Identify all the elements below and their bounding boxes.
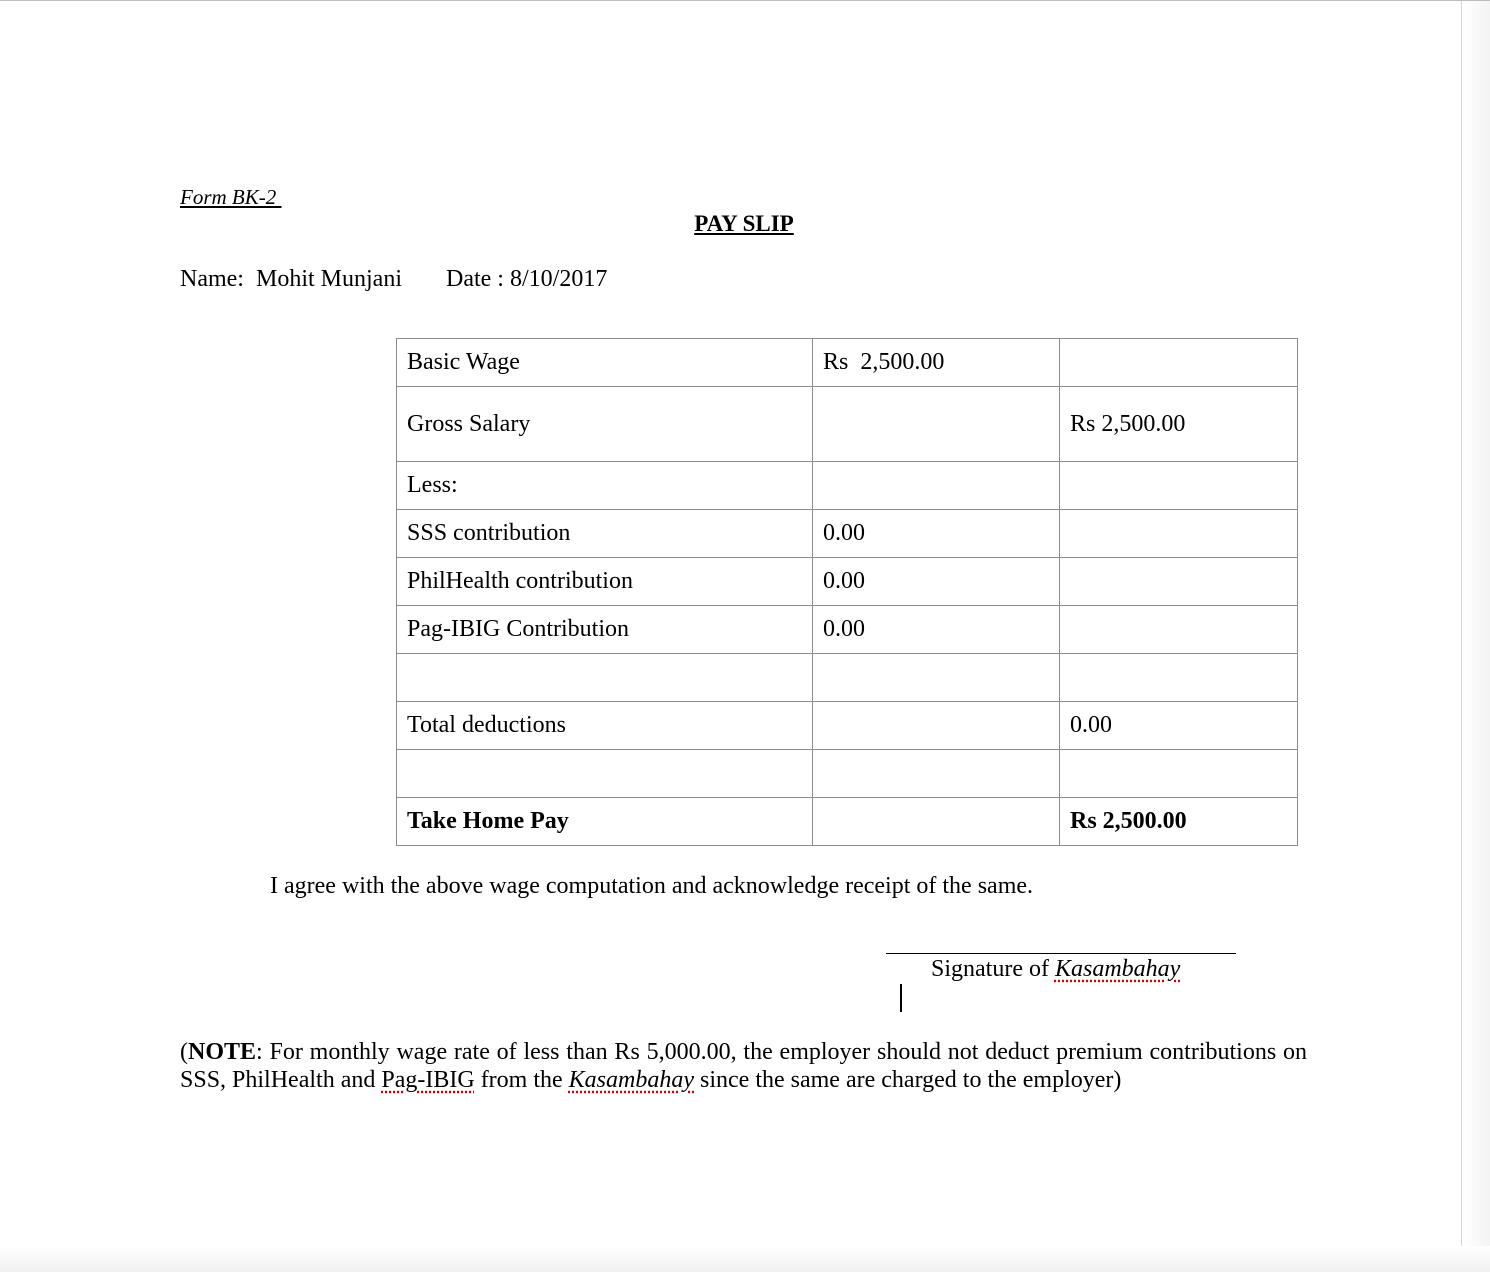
row-label: Take Home Pay <box>397 798 813 846</box>
row-total <box>1060 654 1298 702</box>
note-label: NOTE <box>188 1039 257 1065</box>
pay-table <box>396 338 1298 846</box>
note-part1: : For monthly wage rate of less than Rs 5,000.00, the employer should not deduct premium contributions on SSS, PhilHealth and <box>180 1039 1307 1093</box>
note-paragraph <box>180 1038 1307 1094</box>
row-total <box>1060 606 1298 654</box>
table-row-philhealth <box>397 558 1298 606</box>
date-group <box>446 266 607 292</box>
row-label: Gross Salary <box>397 387 813 462</box>
row-total: Rs 2,500.00 <box>1060 798 1298 846</box>
row-amount <box>813 654 1060 702</box>
row-label: Total deductions <box>397 702 813 750</box>
row-amount: Rs 2,500.00 <box>813 339 1060 387</box>
row-label: SSS contribution <box>397 510 813 558</box>
row-total <box>1060 339 1298 387</box>
note-open: ( <box>180 1039 188 1065</box>
row-label: Pag-IBIG Contribution <box>397 606 813 654</box>
table-row-gross-salary <box>397 387 1298 462</box>
row-total <box>1060 510 1298 558</box>
name-value: Mohit Munjani <box>255 266 402 292</box>
table-row-take-home-pay <box>397 798 1298 846</box>
note-kasambahay: Kasambahay <box>568 1067 695 1093</box>
table-row-pagibig <box>397 606 1298 654</box>
signature-label <box>931 956 1180 983</box>
row-label: Less: <box>397 462 813 510</box>
row-amount: 0.00 <box>813 510 1060 558</box>
date-label: Date : <box>446 266 504 292</box>
table-row-total-deductions <box>397 702 1298 750</box>
signature-line <box>886 953 1236 954</box>
note-pagibig: Pag-IBIG <box>381 1067 475 1093</box>
row-total <box>1060 750 1298 798</box>
row-label: Basic Wage <box>397 339 813 387</box>
table-row-basic-wage <box>397 339 1298 387</box>
row-amount <box>813 702 1060 750</box>
row-total: 0.00 <box>1060 702 1298 750</box>
acknowledgement-text: I agree with the above wage computation and acknowledge receipt of the same. <box>270 873 1034 899</box>
employee-info <box>180 266 607 293</box>
row-amount <box>813 387 1060 462</box>
row-label: PhilHealth contribution <box>397 558 813 606</box>
text-cursor <box>900 984 902 1012</box>
page-edge-bottom <box>0 1246 1490 1272</box>
note-part3: since the same are charged to the employer) <box>694 1067 1122 1093</box>
table-row-blank <box>397 654 1298 702</box>
signature-prefix: Signature of <box>931 956 1055 982</box>
page-title: PAY SLIP <box>694 211 794 236</box>
row-amount: 0.00 <box>813 558 1060 606</box>
table-row-blank <box>397 750 1298 798</box>
note-part2: from the <box>474 1067 569 1093</box>
row-total <box>1060 558 1298 606</box>
row-total: Rs 2,500.00 <box>1060 387 1298 462</box>
signature-word: Kasambahay <box>1054 956 1181 982</box>
row-amount <box>813 462 1060 510</box>
table-row-less <box>397 462 1298 510</box>
page-edge-right <box>1461 1 1490 1272</box>
date-value: 8/10/2017 <box>509 266 608 292</box>
row-total <box>1060 462 1298 510</box>
form-id: Form BK-2 <box>180 185 282 209</box>
row-label <box>397 654 813 702</box>
row-amount: 0.00 <box>813 606 1060 654</box>
row-label <box>397 750 813 798</box>
name-label: Name: <box>180 266 244 292</box>
row-amount <box>813 798 1060 846</box>
row-amount <box>813 750 1060 798</box>
table-row-sss <box>397 510 1298 558</box>
